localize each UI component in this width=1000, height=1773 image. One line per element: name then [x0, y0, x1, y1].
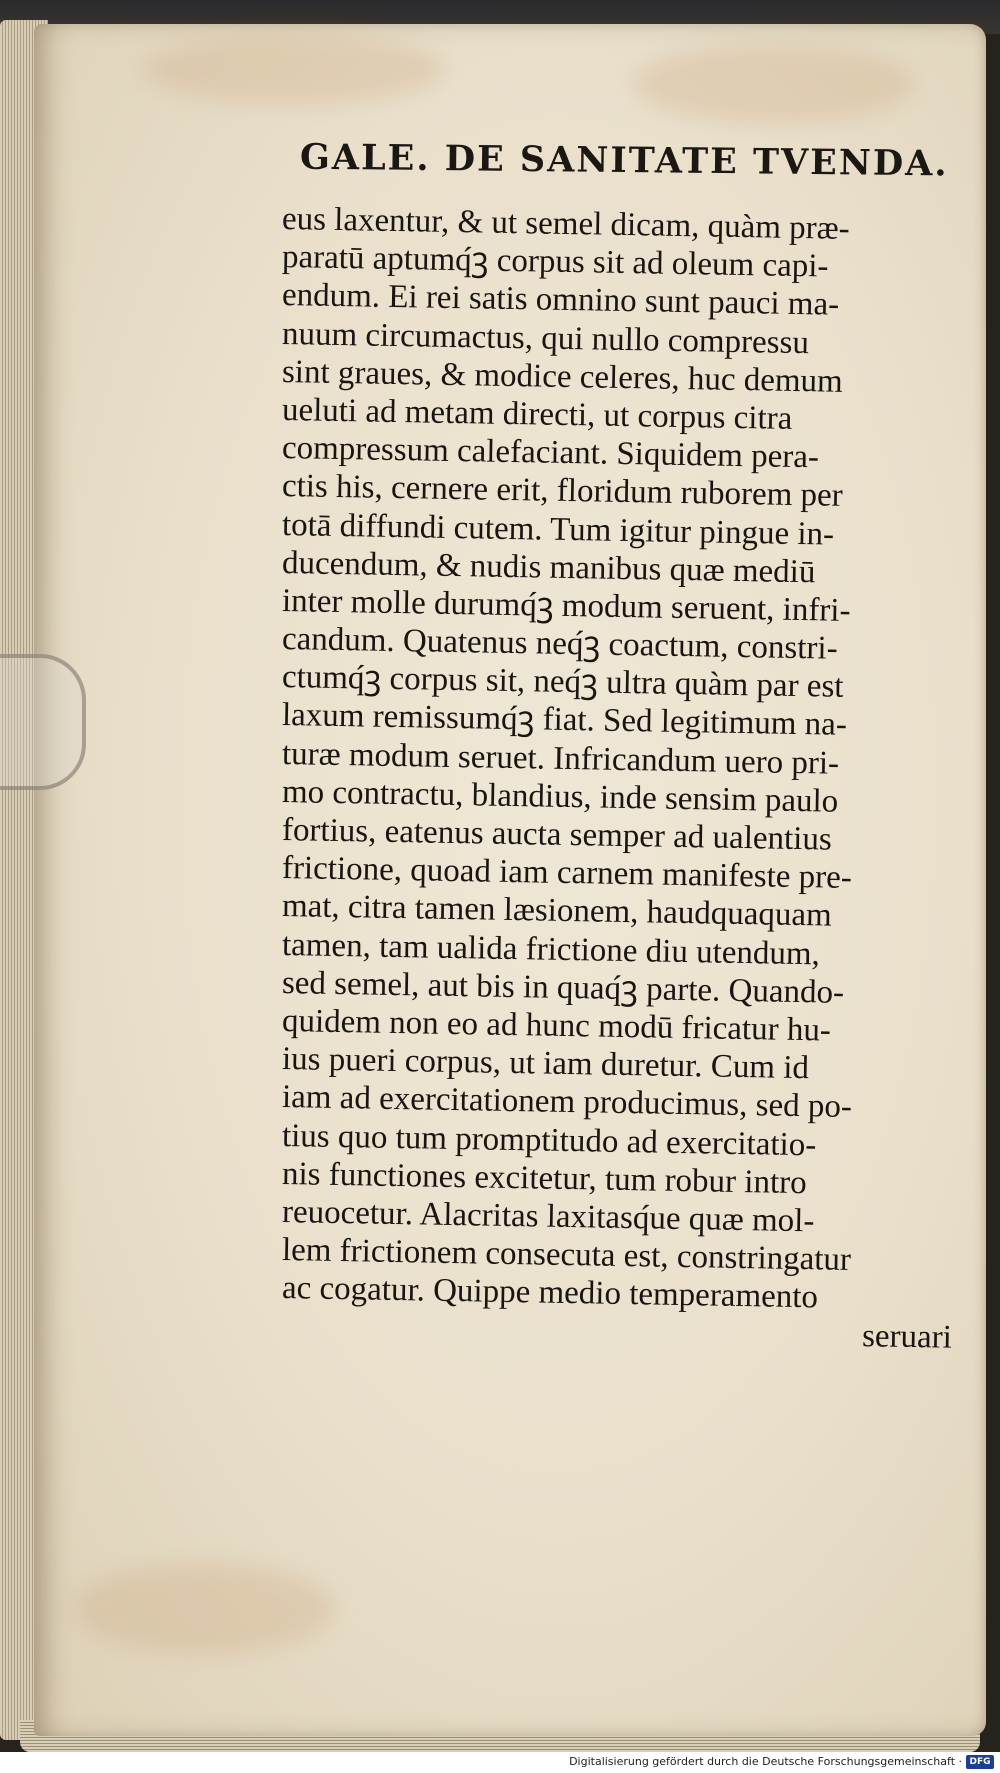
catchword: seruari [861, 1318, 953, 1357]
paper-stain [74, 1564, 334, 1654]
text-line: mat, citra tamen læsionem, haudquaquam [281, 888, 833, 934]
text-line: sed semel, aut bis in quaq́ꝫ parte. Quando- [281, 964, 845, 1011]
text-line: ac cogatur. Quippe medio temperamento [281, 1270, 819, 1316]
running-head: GALE. DE SANITATE TVENDA. [299, 136, 949, 185]
text-line: inter molle durumq́ꝫ modum seruent, infri- [281, 582, 851, 629]
text-line: frictione, quoad iam carnem manifeste pre- [281, 850, 853, 897]
book-clip [0, 654, 86, 790]
text-line: compressum calefaciant. Siquidem pera- [281, 430, 820, 476]
text-line: totā diffundi cutem. Tum igitur pingue in- [281, 506, 835, 553]
text-line: quidem non eo ad hunc modū fricatur hu- [281, 1002, 832, 1049]
text-line: fortius, eatenus aucta semper ad ualentius [281, 812, 833, 858]
text-line: ius pueri corpus, ut iam duretur. Cum id [281, 1041, 810, 1087]
text-line: ducendum, & nudis manibus quæ mediū [281, 544, 816, 590]
text-line: ctumq́ꝫ corpus sit, neq́ꝫ ultra quàm par est [281, 659, 844, 706]
digitization-footer [0, 1752, 1000, 1773]
text-line: reuocetur. Alacritas laxitasq́ue quæ mol- [281, 1193, 815, 1240]
text-line: tius quo tum promptitudo ad exercitatio- [281, 1117, 817, 1163]
text-line: nuum circumactus, qui nullo compressu [281, 315, 810, 361]
funding-credit: Digitalisierung gefördert durch die Deutsche Forschungsgemeinschaft · [569, 1755, 962, 1768]
paper-stain [634, 44, 914, 124]
text-line: turæ modum seruet. Infricandum uero pri- [281, 735, 840, 782]
text-line: eus laxentur, & ut semel dicam, quàm præ- [281, 201, 851, 247]
text-line: iam ad exercitationem producimus, sed po- [281, 1079, 853, 1126]
paper-stain [144, 34, 444, 104]
text-line: lem frictionem consecuta est, constringatur [281, 1232, 852, 1278]
text-line: endum. Ei rei satis omnino sunt pauci ma- [281, 277, 840, 324]
text-line: ctis his, cernere erit, floridum ruborem per [281, 468, 844, 515]
text-line: laxum remissumq́ꝫ fiat. Sed legitimum na- [281, 697, 848, 744]
text-line: nis functiones excitetur, tum robur intro [281, 1155, 807, 1201]
body-text [281, 200, 972, 1357]
text-line: mo contractu, blandius, inde sensim paulo [281, 773, 839, 820]
text-line: candum. Quatenus neq́ꝫ coactum, constri- [281, 621, 838, 667]
text-line: paratū aptumq́ꝫ corpus sit ad oleum capi- [281, 239, 829, 285]
text-line: sint graues, & modice celeres, huc demum [281, 353, 844, 400]
dfg-logo: DFG [966, 1755, 994, 1769]
text-line: ueluti ad metam directi, ut corpus citra [281, 391, 793, 437]
text-line: tamen, tam ualida frictione diu utendum, [281, 926, 821, 972]
